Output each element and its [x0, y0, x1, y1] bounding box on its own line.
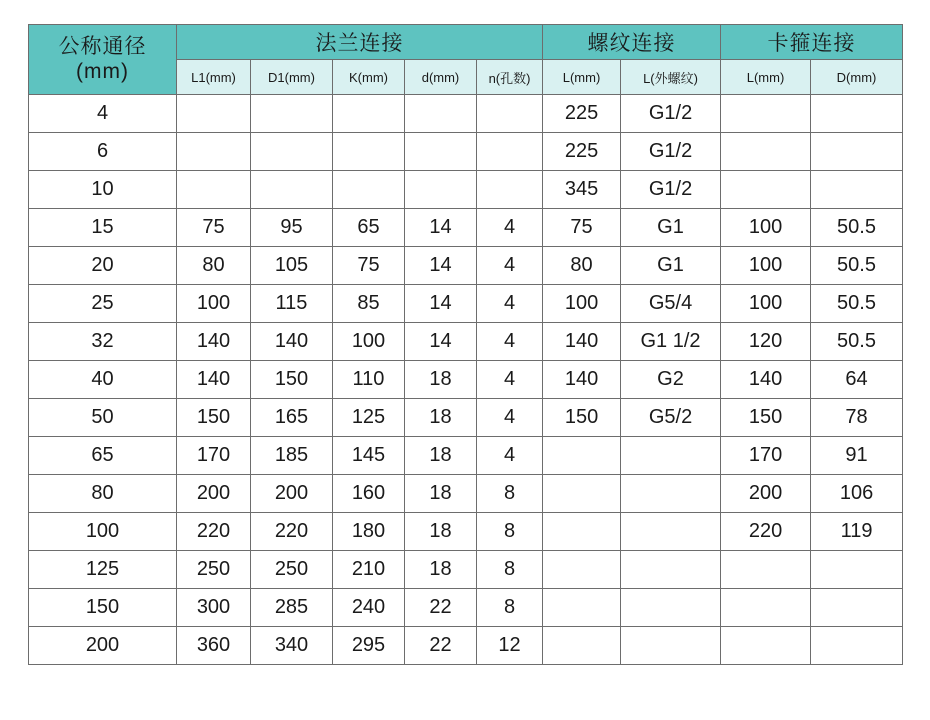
- cell-thread-external: G5/4: [621, 285, 721, 323]
- cell-clamp-d: [811, 133, 903, 171]
- subheader-clamp-d: D(mm): [811, 60, 903, 95]
- cell-flange-d: 22: [405, 627, 477, 665]
- cell-flange-d1: 200: [251, 475, 333, 513]
- cell-flange-n: [477, 171, 543, 209]
- cell-flange-k: 180: [333, 513, 405, 551]
- cell-flange-l1: 140: [177, 323, 251, 361]
- cell-thread-external: G5/2: [621, 399, 721, 437]
- cell-flange-k: [333, 171, 405, 209]
- cell-clamp-l: 120: [721, 323, 811, 361]
- cell-flange-l1: 250: [177, 551, 251, 589]
- cell-thread-external: [621, 551, 721, 589]
- cell-nominal-diameter: 20: [29, 247, 177, 285]
- cell-flange-n: 8: [477, 551, 543, 589]
- cell-nominal-diameter: 125: [29, 551, 177, 589]
- table-row: [29, 589, 903, 627]
- cell-clamp-d: 91: [811, 437, 903, 475]
- cell-thread-l: [543, 513, 621, 551]
- cell-flange-n: [477, 133, 543, 171]
- cell-clamp-d: 119: [811, 513, 903, 551]
- header-clamp-connection: 卡箍连接: [721, 25, 903, 60]
- cell-flange-d: [405, 95, 477, 133]
- cell-thread-l: 345: [543, 171, 621, 209]
- cell-clamp-l: 100: [721, 247, 811, 285]
- cell-nominal-diameter: 65: [29, 437, 177, 475]
- cell-nominal-diameter: 80: [29, 475, 177, 513]
- cell-clamp-l: 140: [721, 361, 811, 399]
- cell-flange-k: 75: [333, 247, 405, 285]
- subheader-thread-l: L(mm): [543, 60, 621, 95]
- subheader-clamp-l: L(mm): [721, 60, 811, 95]
- cell-clamp-d: 50.5: [811, 209, 903, 247]
- cell-flange-n: 4: [477, 323, 543, 361]
- cell-flange-n: 4: [477, 399, 543, 437]
- cell-nominal-diameter: 4: [29, 95, 177, 133]
- cell-thread-external: G2: [621, 361, 721, 399]
- cell-flange-d: 18: [405, 361, 477, 399]
- cell-flange-d: [405, 133, 477, 171]
- cell-flange-k: 145: [333, 437, 405, 475]
- header-nominal-diameter: [29, 25, 177, 95]
- cell-thread-external: G1: [621, 247, 721, 285]
- subheader-flange-d: d(mm): [405, 60, 477, 95]
- cell-clamp-d: 50.5: [811, 323, 903, 361]
- cell-nominal-diameter: 32: [29, 323, 177, 361]
- cell-flange-d: 14: [405, 285, 477, 323]
- table-row: [29, 285, 903, 323]
- table-row: [29, 247, 903, 285]
- cell-flange-d: 18: [405, 437, 477, 475]
- table-row: [29, 475, 903, 513]
- cell-flange-d1: 95: [251, 209, 333, 247]
- cell-flange-d: [405, 171, 477, 209]
- cell-flange-l1: 80: [177, 247, 251, 285]
- cell-clamp-l: [721, 589, 811, 627]
- cell-flange-d1: [251, 133, 333, 171]
- cell-clamp-d: [811, 551, 903, 589]
- cell-flange-k: 295: [333, 627, 405, 665]
- cell-flange-d: 14: [405, 247, 477, 285]
- table-row: [29, 323, 903, 361]
- subheader-flange-l1: L1(mm): [177, 60, 251, 95]
- cell-clamp-d: 50.5: [811, 247, 903, 285]
- cell-flange-l1: 220: [177, 513, 251, 551]
- cell-flange-n: 12: [477, 627, 543, 665]
- cell-thread-external: G1 1/2: [621, 323, 721, 361]
- cell-nominal-diameter: 6: [29, 133, 177, 171]
- table-body: [29, 95, 903, 665]
- cell-flange-d: 18: [405, 513, 477, 551]
- cell-flange-k: 125: [333, 399, 405, 437]
- subheader-flange-d1: D1(mm): [251, 60, 333, 95]
- cell-flange-n: [477, 95, 543, 133]
- cell-flange-d1: 185: [251, 437, 333, 475]
- cell-nominal-diameter: 25: [29, 285, 177, 323]
- cell-nominal-diameter: 40: [29, 361, 177, 399]
- cell-thread-external: [621, 475, 721, 513]
- cell-flange-l1: 100: [177, 285, 251, 323]
- cell-thread-l: 225: [543, 95, 621, 133]
- cell-thread-l: [543, 551, 621, 589]
- cell-clamp-d: [811, 171, 903, 209]
- cell-flange-d1: [251, 171, 333, 209]
- cell-flange-d1: 140: [251, 323, 333, 361]
- cell-flange-d1: 250: [251, 551, 333, 589]
- cell-thread-l: [543, 627, 621, 665]
- cell-flange-n: 4: [477, 361, 543, 399]
- cell-flange-d: 18: [405, 551, 477, 589]
- cell-flange-n: 8: [477, 589, 543, 627]
- cell-flange-k: 110: [333, 361, 405, 399]
- cell-nominal-diameter: 100: [29, 513, 177, 551]
- cell-flange-n: 4: [477, 285, 543, 323]
- cell-flange-l1: 300: [177, 589, 251, 627]
- cell-flange-l1: 140: [177, 361, 251, 399]
- table-row: [29, 209, 903, 247]
- cell-flange-k: 100: [333, 323, 405, 361]
- cell-flange-k: 210: [333, 551, 405, 589]
- cell-flange-k: 85: [333, 285, 405, 323]
- cell-clamp-l: [721, 627, 811, 665]
- table-row: [29, 513, 903, 551]
- table-row: [29, 437, 903, 475]
- cell-flange-d1: 150: [251, 361, 333, 399]
- cell-flange-l1: [177, 171, 251, 209]
- cell-flange-d: 14: [405, 323, 477, 361]
- cell-clamp-l: [721, 171, 811, 209]
- cell-flange-d1: 115: [251, 285, 333, 323]
- cell-clamp-l: 200: [721, 475, 811, 513]
- table-row: [29, 399, 903, 437]
- cell-clamp-d: 78: [811, 399, 903, 437]
- cell-thread-external: G1/2: [621, 95, 721, 133]
- cell-thread-external: [621, 437, 721, 475]
- cell-flange-l1: 170: [177, 437, 251, 475]
- cell-flange-l1: 200: [177, 475, 251, 513]
- cell-flange-n: 4: [477, 437, 543, 475]
- cell-clamp-d: 106: [811, 475, 903, 513]
- cell-thread-l: 150: [543, 399, 621, 437]
- cell-thread-l: 225: [543, 133, 621, 171]
- cell-flange-k: 240: [333, 589, 405, 627]
- subheader-flange-n: n(孔数): [477, 60, 543, 95]
- subheader-thread-external: L(外螺纹): [621, 60, 721, 95]
- cell-flange-l1: 75: [177, 209, 251, 247]
- cell-flange-d: 18: [405, 399, 477, 437]
- cell-thread-l: [543, 589, 621, 627]
- cell-thread-l: [543, 475, 621, 513]
- cell-flange-l1: 150: [177, 399, 251, 437]
- cell-nominal-diameter: 150: [29, 589, 177, 627]
- cell-clamp-d: 64: [811, 361, 903, 399]
- header-nominal-diameter-line1: 公称通径: [58, 35, 147, 59]
- cell-thread-l: 80: [543, 247, 621, 285]
- cell-thread-l: [543, 437, 621, 475]
- cell-flange-n: 4: [477, 247, 543, 285]
- cell-flange-l1: [177, 95, 251, 133]
- cell-thread-external: [621, 513, 721, 551]
- cell-clamp-l: 100: [721, 209, 811, 247]
- cell-thread-l: 100: [543, 285, 621, 323]
- spec-table-container: [28, 24, 902, 665]
- table-row: [29, 627, 903, 665]
- cell-thread-external: [621, 589, 721, 627]
- cell-clamp-l: 220: [721, 513, 811, 551]
- header-nominal-diameter-line2: (mm): [76, 59, 129, 83]
- cell-flange-d: 18: [405, 475, 477, 513]
- cell-nominal-diameter: 50: [29, 399, 177, 437]
- cell-clamp-d: 50.5: [811, 285, 903, 323]
- cell-thread-l: 75: [543, 209, 621, 247]
- cell-flange-d: 22: [405, 589, 477, 627]
- cell-flange-d1: 220: [251, 513, 333, 551]
- cell-flange-l1: 360: [177, 627, 251, 665]
- pipe-dimension-table: [28, 24, 903, 665]
- cell-flange-k: [333, 133, 405, 171]
- cell-thread-external: G1: [621, 209, 721, 247]
- cell-clamp-l: [721, 551, 811, 589]
- cell-nominal-diameter: 10: [29, 171, 177, 209]
- cell-clamp-l: [721, 95, 811, 133]
- cell-flange-n: 4: [477, 209, 543, 247]
- cell-clamp-d: [811, 95, 903, 133]
- cell-nominal-diameter: 200: [29, 627, 177, 665]
- table-row: [29, 95, 903, 133]
- cell-clamp-l: 150: [721, 399, 811, 437]
- cell-nominal-diameter: 15: [29, 209, 177, 247]
- cell-thread-external: G1/2: [621, 133, 721, 171]
- cell-flange-d1: 105: [251, 247, 333, 285]
- cell-flange-d1: 285: [251, 589, 333, 627]
- cell-clamp-d: [811, 627, 903, 665]
- cell-flange-d1: 165: [251, 399, 333, 437]
- table-header: [29, 25, 903, 95]
- cell-thread-l: 140: [543, 361, 621, 399]
- cell-flange-k: 65: [333, 209, 405, 247]
- cell-clamp-l: [721, 133, 811, 171]
- cell-flange-k: [333, 95, 405, 133]
- header-flange-connection: 法兰连接: [177, 25, 543, 60]
- header-group-row: [29, 25, 903, 60]
- table-row: [29, 133, 903, 171]
- cell-flange-d1: 340: [251, 627, 333, 665]
- table-row: [29, 171, 903, 209]
- cell-clamp-l: 170: [721, 437, 811, 475]
- cell-thread-external: [621, 627, 721, 665]
- cell-clamp-d: [811, 589, 903, 627]
- cell-flange-n: 8: [477, 475, 543, 513]
- cell-flange-n: 8: [477, 513, 543, 551]
- table-row: [29, 551, 903, 589]
- cell-flange-l1: [177, 133, 251, 171]
- table-row: [29, 361, 903, 399]
- cell-flange-k: 160: [333, 475, 405, 513]
- cell-flange-d: 14: [405, 209, 477, 247]
- cell-flange-d1: [251, 95, 333, 133]
- subheader-flange-k: K(mm): [333, 60, 405, 95]
- cell-clamp-l: 100: [721, 285, 811, 323]
- cell-thread-l: 140: [543, 323, 621, 361]
- header-thread-connection: 螺纹连接: [543, 25, 721, 60]
- cell-thread-external: G1/2: [621, 171, 721, 209]
